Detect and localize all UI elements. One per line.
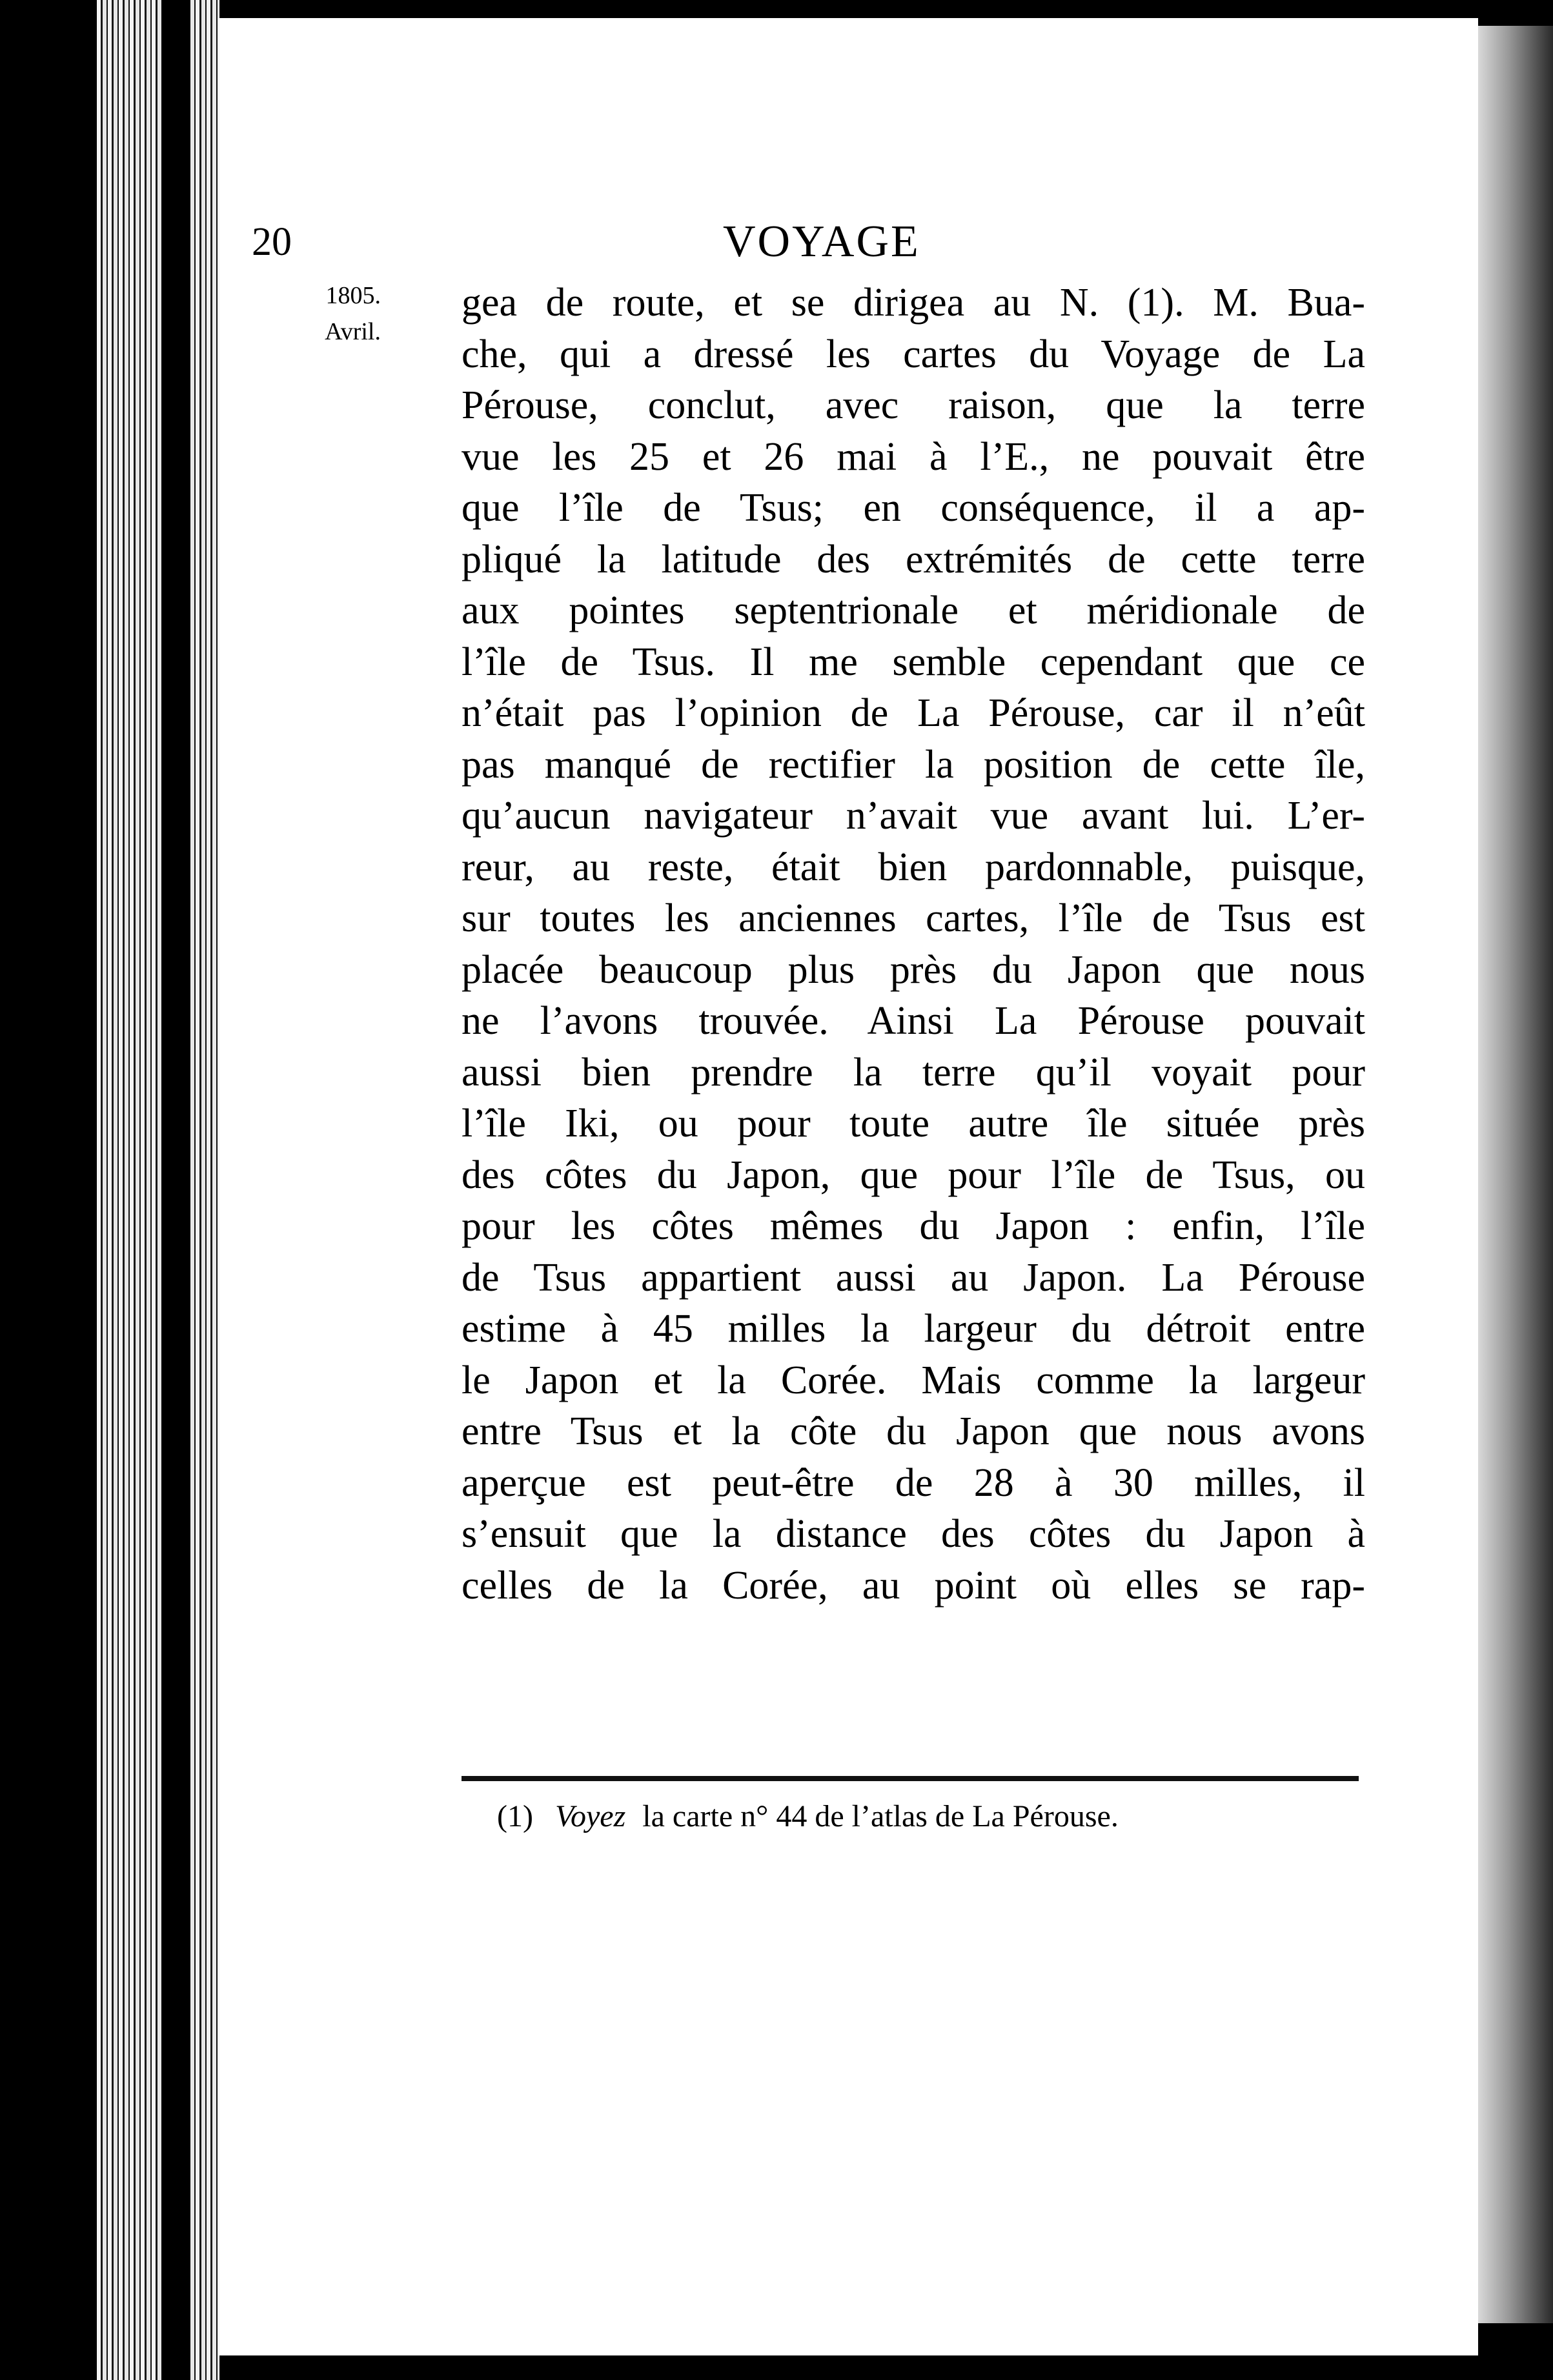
bottom-dark-border — [219, 2355, 1553, 2380]
text-line: n’était pas l’opinion de La Pérouse, car il n’eût — [462, 691, 1365, 735]
right-page-shadow — [1478, 26, 1553, 2323]
text-line: pas manqué de rectifier la position de cette île, — [462, 742, 1365, 787]
text-line: che, qui a dressé les cartes du Voyage de La — [462, 332, 1365, 376]
text-line: pliqué la latitude des extrémités de cette terre — [462, 537, 1365, 581]
text-line: aussi bien prendre la terre qu’il voyait pour — [462, 1050, 1365, 1094]
margin-date-note — [284, 277, 381, 350]
text-line: aux pointes septentrionale et méridionale de — [462, 589, 1365, 632]
text-line: aperçue est peut-être de 28 à 30 milles, il — [462, 1460, 1365, 1505]
text-line: ne l’avons trouvée. Ainsi La Pérouse pouvait — [462, 999, 1365, 1043]
text-line: l’île de Tsus. Il me semble cependant que ce — [462, 640, 1365, 684]
footnote-marker: (1) — [497, 1799, 533, 1833]
text-line: sur toutes les anciennes cartes, l’île de Tsus est — [462, 896, 1365, 940]
text-line: celles de la Corée, au point où elles se rap- — [462, 1563, 1365, 1608]
text-line: s’ensuit que la distance des côtes du Japon à — [462, 1512, 1365, 1556]
page-edges-stack — [97, 0, 219, 2380]
footnote-rule — [462, 1776, 1359, 1781]
text-line: estime à 45 milles la largeur du détroit entre — [462, 1307, 1365, 1351]
text-line: placée beaucoup plus près du Japon que nous — [462, 947, 1365, 992]
text-line: vue les 25 et 26 mai à l’E., ne pouvait être — [462, 434, 1365, 479]
footnote-italic-word: Voyez — [554, 1799, 626, 1833]
text-line: gea de route, et se dirigea au N. (1). M. Bua- — [462, 281, 1365, 325]
running-head: VOYAGE — [723, 217, 920, 267]
text-line: des côtes du Japon, que pour l’île de Tsus, ou — [462, 1153, 1365, 1197]
text-line: l’île Iki, ou pour toute autre île située près — [462, 1102, 1365, 1145]
binding-gutter — [161, 0, 190, 2380]
text-line: reur, au reste, était bien pardonnable, puisque, — [462, 845, 1365, 889]
body-paragraph — [462, 277, 1365, 1611]
text-line: entre Tsus et la côte du Japon que nous avons — [462, 1409, 1365, 1453]
text-line: pour les côtes mêmes du Japon : enfin, l’île — [462, 1204, 1365, 1248]
text-line: Pérouse, conclut, avec raison, que la terre — [462, 383, 1365, 427]
top-dark-border — [219, 0, 1553, 18]
margin-month: Avril. — [325, 318, 381, 345]
page-header — [252, 216, 1368, 268]
margin-year: 1805. — [325, 282, 381, 309]
footnote-text: la carte n° 44 de l’atlas de La Pérouse. — [642, 1799, 1119, 1833]
page-number: 20 — [252, 220, 292, 264]
text-line: qu’aucun navigateur n’avait vue avant lui. L’er- — [462, 794, 1365, 838]
footnote — [497, 1794, 1355, 1839]
text-line: de Tsus appartient aussi au Japon. La Pérouse — [462, 1255, 1365, 1300]
text-line: que l’île de Tsus; en conséquence, il a ap- — [462, 486, 1365, 530]
text-line: le Japon et la Corée. Mais comme la largeur — [462, 1358, 1365, 1402]
